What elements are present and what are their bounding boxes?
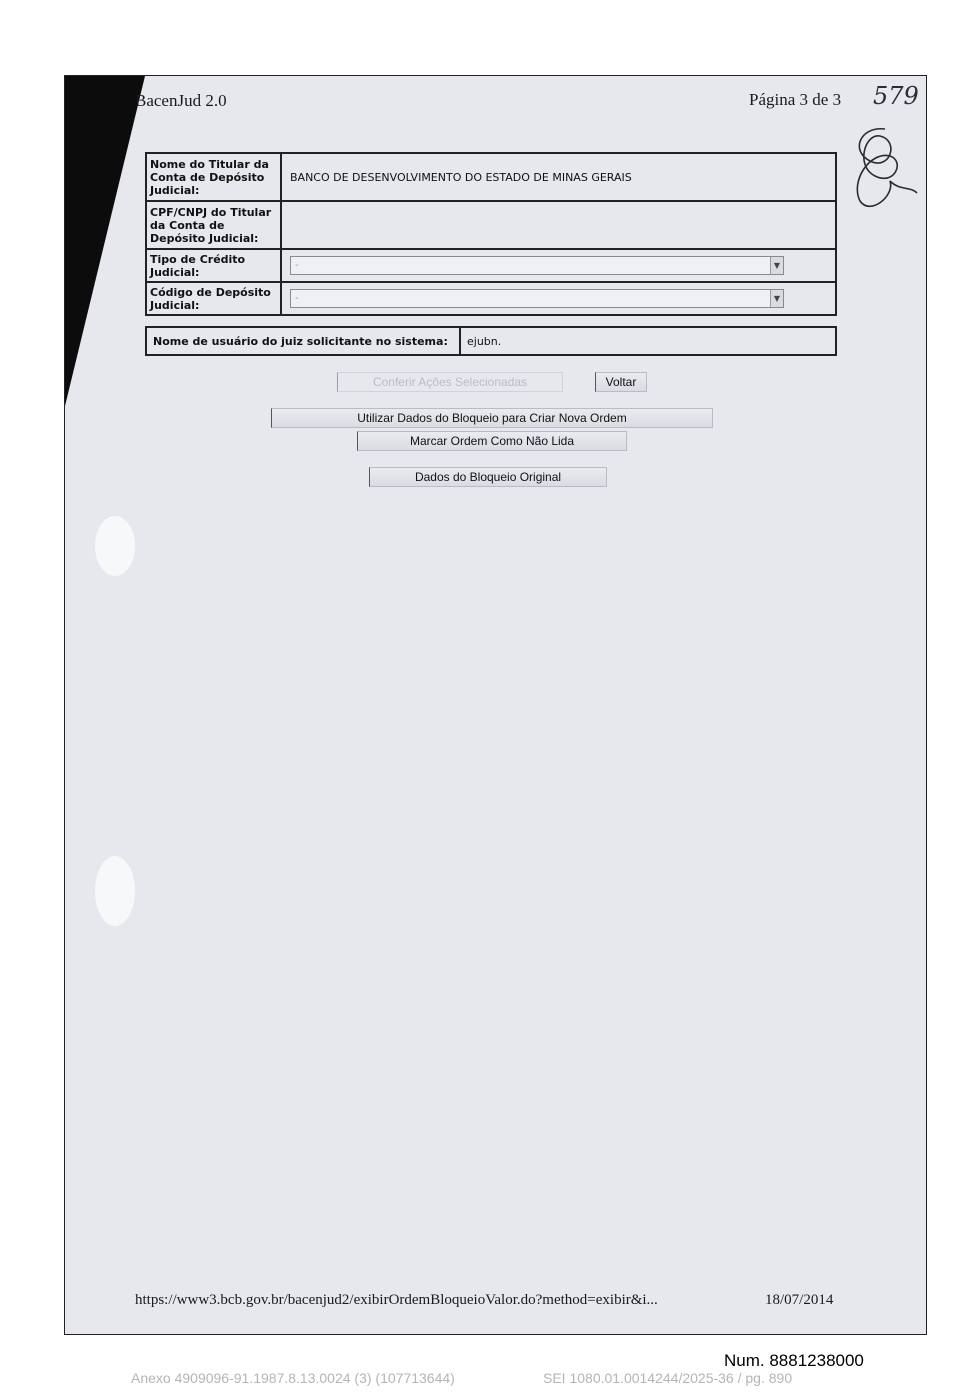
chevron-down-icon: ▼ — [770, 257, 783, 274]
handwritten-page-number: 579 — [873, 82, 919, 110]
value-titular: BANCO DE DESENVOLVIMENTO DO ESTADO DE MINAS GERAIS — [281, 153, 836, 201]
table-row — [146, 327, 836, 355]
footer-url: https://www3.bcb.gov.br/bacenjud2/exibirOrdemBloqueioValor.do?method=exibir&i... — [135, 1292, 658, 1308]
tipo-credito-select-value: - — [295, 260, 299, 271]
label-tipo-credito: Tipo de Crédito Judicial: — [146, 249, 281, 282]
marcar-nao-lida-button[interactable]: Marcar Ordem Como Não Lida — [357, 431, 627, 451]
label-judge-user: Nome de usuário do juiz solicitante no sistema: — [146, 327, 460, 355]
annex-reference: Anexo 4909096-91.1987.8.13.0024 (3) (107713644) — [131, 1370, 455, 1386]
scanned-page — [64, 75, 927, 1335]
scan-artifact — [95, 856, 135, 926]
dados-bloqueio-original-button[interactable]: Dados do Bloqueio Original — [369, 467, 607, 487]
utilizar-dados-button[interactable]: Utilizar Dados do Bloqueio para Criar Nova Ordem — [271, 408, 713, 428]
document-number: Num. 8881238000 — [724, 1351, 864, 1370]
table-row — [146, 153, 836, 201]
label-titular: Nome do Titular da Conta de Depósito Judicial: — [146, 153, 281, 201]
sei-reference: SEI 1080.01.0014244/2025-36 / pg. 890 — [543, 1370, 793, 1386]
codigo-deposito-select[interactable] — [290, 289, 784, 308]
scan-artifact — [95, 516, 135, 576]
page-indicator: Página 3 de 3 — [749, 90, 842, 109]
chevron-down-icon: ▼ — [770, 290, 783, 307]
deposit-info-table — [145, 152, 837, 316]
judge-user-table — [145, 326, 837, 356]
table-row — [146, 249, 836, 282]
tipo-credito-select[interactable] — [290, 256, 784, 275]
conferir-acoes-button[interactable]: Conferir Ações Selecionadas — [337, 372, 563, 392]
value-judge-user: ejubn. — [460, 327, 836, 355]
voltar-button[interactable]: Voltar — [595, 372, 647, 392]
value-cpf-cnpj — [281, 201, 836, 249]
table-row — [146, 282, 836, 315]
app-title: BacenJud 2.0 — [135, 91, 227, 110]
footer-date: 18/07/2014 — [765, 1292, 834, 1308]
scan-corner-shadow — [65, 76, 145, 406]
label-codigo-deposito: Código de Depósito Judicial: — [146, 282, 281, 315]
handwritten-signature — [845, 121, 925, 216]
codigo-deposito-select-value: - — [295, 293, 299, 304]
table-row — [146, 201, 836, 249]
label-cpf-cnpj: CPF/CNPJ do Titular da Conta de Depósito Judicial: — [146, 201, 281, 249]
